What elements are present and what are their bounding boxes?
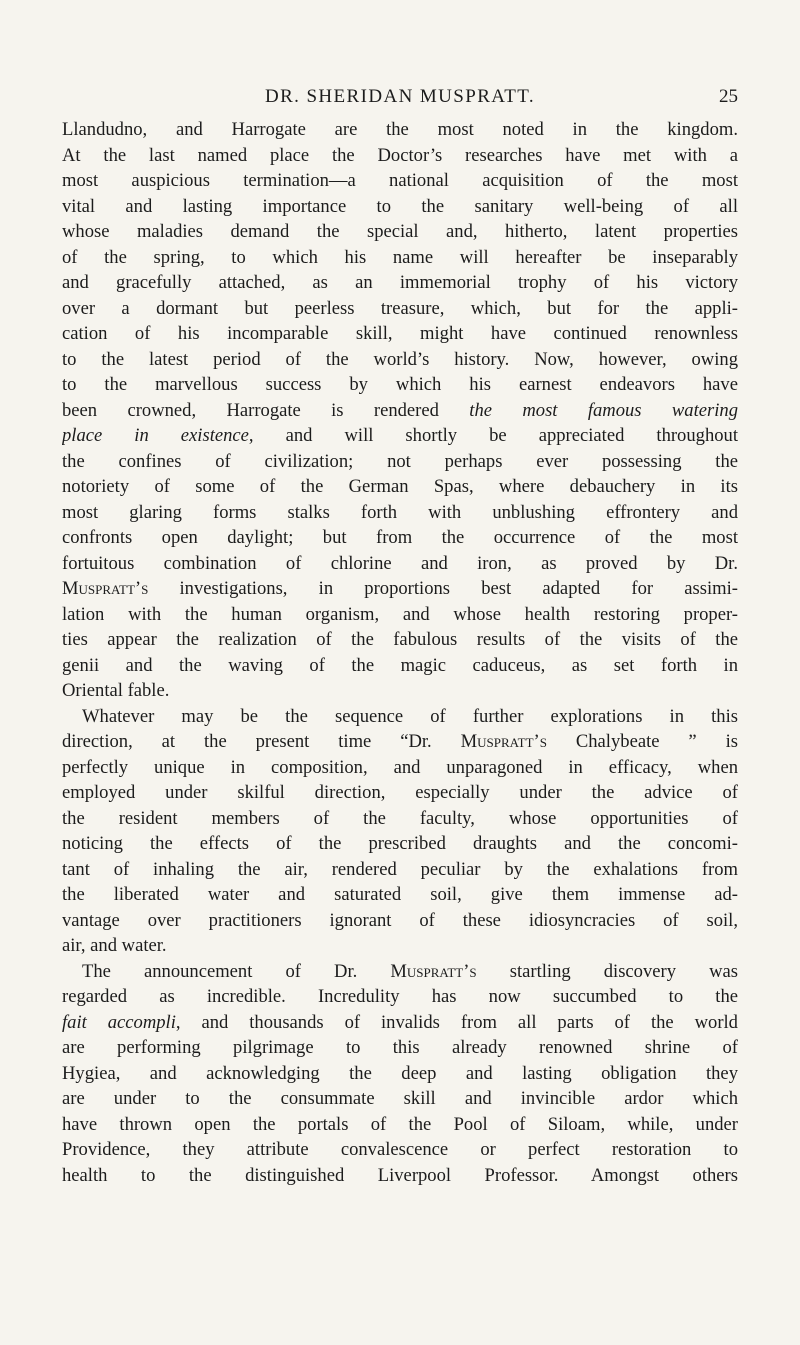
text-line: ties appear the realization of the fabulous results of the visits of the xyxy=(62,629,738,650)
text-line: Hygiea, and acknowledging the deep and lasting obligation they xyxy=(62,1062,738,1084)
running-title: DR. SHERIDAN MUSPRATT. xyxy=(264,86,536,107)
text-line: most glaring forms stalks forth with unblushing effrontery and xyxy=(62,501,738,523)
text-line: Llandudno, and Harrogate are the most noted in the kingdom. xyxy=(62,119,738,140)
text-line: are under to the consummate skill and invincible ardor which xyxy=(62,1088,738,1109)
text-line: the liberated water and saturated soil, give them immense ad- xyxy=(62,884,738,905)
text-line: At the last named place the Doctor’s researches have met with a xyxy=(62,144,738,166)
paragraph-1 xyxy=(62,117,738,704)
text-line: tant of inhaling the air, rendered peculiar by the exhalations from xyxy=(62,858,738,880)
text-line: and gracefully attached, as an immemorial trophy of his victory xyxy=(62,272,738,293)
text-line: most auspicious termination—a national acquisition of the most xyxy=(62,170,738,191)
page-number: 25 xyxy=(719,86,738,107)
paragraph-3 xyxy=(62,959,738,1189)
small-caps-run: Muspratt’s xyxy=(390,960,477,982)
text-line xyxy=(62,423,738,449)
text-line xyxy=(62,398,738,424)
text-line: employed under skilful direction, especially under the advice of xyxy=(62,782,738,803)
body-text xyxy=(62,117,738,1188)
text-line: genii and the waving of the magic caduceus, as set forth in xyxy=(62,654,738,676)
text-run: The announcement of Dr. xyxy=(82,960,391,982)
text-line: fortuitous combination of chlorine and iron, as proved by Dr. xyxy=(62,552,738,574)
running-head xyxy=(62,86,738,112)
small-caps-run: Muspratt’s xyxy=(62,578,149,599)
text-line: Whatever may be the sequence of further explorations in this xyxy=(82,705,738,727)
text-run: investigations, in proportions best adapted for assimi- xyxy=(148,578,738,599)
text-line: Oriental fable. xyxy=(62,680,170,701)
text-line: air, and water. xyxy=(62,935,167,956)
text-line xyxy=(62,729,738,755)
text-line xyxy=(62,959,738,985)
text-line: over a dormant but peerless treasure, which, but for the appli- xyxy=(62,297,738,319)
text-line: to the marvellous success by which his earnest endeavors have xyxy=(62,374,738,395)
paragraph-2 xyxy=(62,704,738,959)
text-line: the confines of civilization; not perhaps ever possessing the xyxy=(62,450,738,472)
text-line: confronts open daylight; but from the occurrence of the most xyxy=(62,527,738,548)
small-caps-run: Muspratt’s xyxy=(460,731,547,752)
text-line: noticing the effects of the prescribed draughts and the concomi- xyxy=(62,833,738,854)
text-line: cation of his incomparable skill, might have continued renownless xyxy=(62,323,738,344)
text-line: are performing pilgrimage to this already renowned shrine of xyxy=(62,1037,738,1058)
text-line: regarded as incredible. Incredulity has now succumbed to the xyxy=(62,986,738,1007)
italic-run: the most famous watering xyxy=(469,399,738,421)
text-line: lation with the human organism, and whose health restoring proper- xyxy=(62,603,738,625)
text-run: , and will shortly be appreciated throughout xyxy=(248,425,738,446)
text-line xyxy=(62,1010,738,1036)
text-line: to the latest period of the world’s history. Now, however, owing xyxy=(62,348,738,370)
italic-run: fait accompli xyxy=(62,1011,176,1033)
text-line xyxy=(62,576,738,602)
text-line: whose maladies demand the special and, hitherto, latent properties xyxy=(62,221,738,242)
text-run: been crowned, Harrogate is rendered xyxy=(62,399,470,421)
italic-run: place in existence xyxy=(62,425,249,446)
text-line: vital and lasting importance to the sanitary well-being of all xyxy=(62,195,738,217)
text-run: Chalybeate ” is xyxy=(546,731,738,752)
text-line: have thrown open the portals of the Pool of Siloam, while, under xyxy=(62,1113,738,1135)
text-run: , and thousands of invalids from all parts of the world xyxy=(175,1011,738,1033)
text-line: notoriety of some of the German Spas, where debauchery in its xyxy=(62,476,738,497)
text-line: health to the distinguished Liverpool Professor. Amongst others xyxy=(62,1164,738,1186)
text-line: of the spring, to which his name will hereafter be inseparably xyxy=(62,246,738,268)
text-line: vantage over practitioners ignorant of these idiosyncracies of soil, xyxy=(62,909,738,931)
text-line: Providence, they attribute convalescence or perfect restoration to xyxy=(62,1139,738,1160)
text-line: the resident members of the faculty, whose opportunities of xyxy=(62,807,738,829)
text-run: startling discovery was xyxy=(476,960,738,982)
text-run: direction, at the present time “Dr. xyxy=(62,731,461,752)
text-line: perfectly unique in composition, and unparagoned in efficacy, when xyxy=(62,756,738,778)
